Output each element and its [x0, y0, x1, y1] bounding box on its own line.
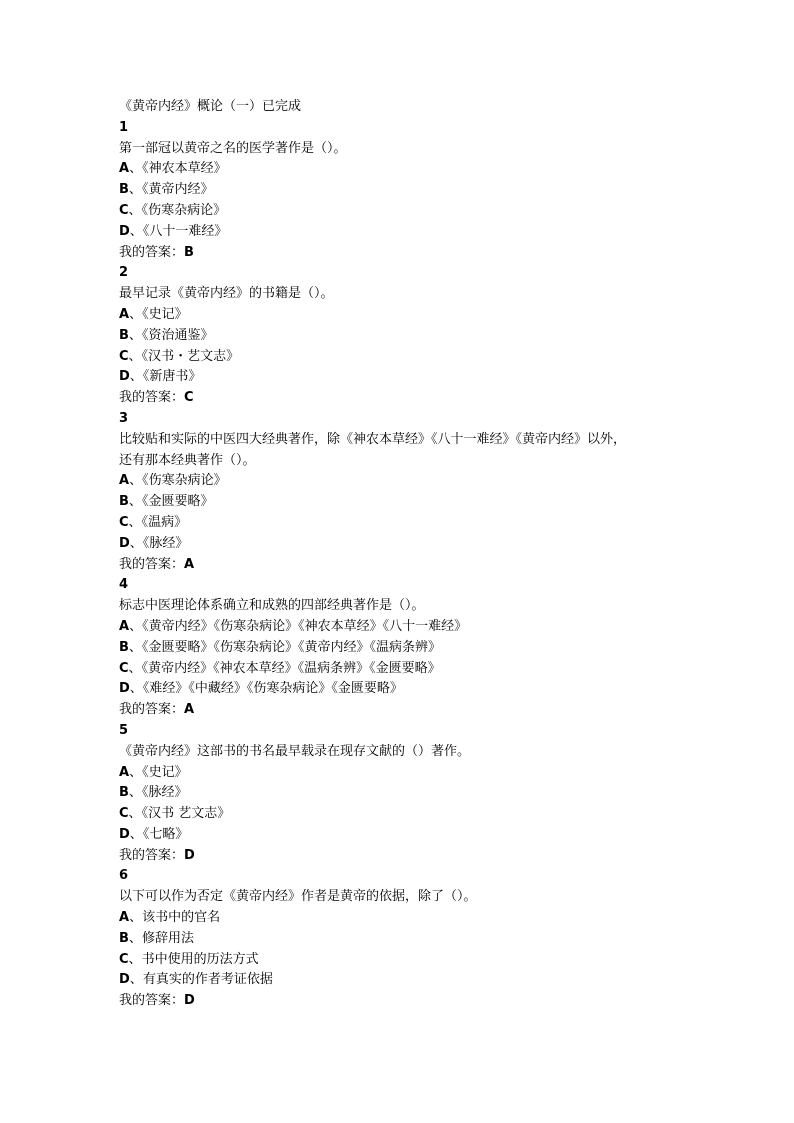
option-text: 《史记》 [142, 306, 188, 322]
option-d [119, 367, 719, 388]
answer-label: 我的答案： [119, 993, 185, 1009]
option-text: 该书中的官名 [142, 910, 221, 926]
option-text: 《八十一难经》 [142, 223, 228, 239]
option-b [119, 326, 719, 347]
option-b [119, 638, 719, 659]
option-label: C [119, 348, 129, 364]
option-text: 修辞用法 [141, 930, 194, 946]
option-b [119, 783, 719, 804]
question-number: 5 [119, 722, 129, 738]
option-label: C [119, 202, 129, 218]
option-separator: 、 [128, 494, 142, 510]
option-text: 《温病》 [141, 514, 188, 530]
option-label: C [119, 806, 129, 822]
option-label: B [119, 930, 129, 946]
answer-value: D [184, 993, 195, 1009]
option-text: 《金匮要略》《伤寒杂病论》《黄帝内经》《温病条辨》 [141, 639, 441, 655]
option-text: 《黄帝内经》《神农本草经》《温病条辨》《金匮要略》 [141, 660, 441, 676]
option-separator: 、 [129, 618, 143, 634]
option-a [119, 908, 719, 929]
question-number: 6 [119, 868, 129, 884]
option-separator: 、 [129, 223, 143, 239]
my-answer [119, 388, 719, 409]
option-label: C [119, 660, 129, 676]
option-a [119, 763, 719, 784]
option-label: D [119, 972, 130, 988]
option-separator: 、 [129, 826, 143, 842]
option-label: D [119, 535, 130, 551]
question-block [119, 721, 719, 867]
question-number: 1 [119, 119, 129, 135]
question-text: 第一部冠以黄帝之名的医学著作是（）。 [119, 140, 347, 156]
option-separator: 、 [129, 369, 143, 385]
option-text: 《汉书 艺文志》 [141, 806, 231, 822]
my-answer [119, 846, 719, 867]
option-label: D [119, 826, 130, 842]
option-label: B [119, 494, 129, 510]
answer-value: B [184, 244, 194, 260]
question-number: 2 [119, 265, 129, 281]
answer-label: 我的答案： [119, 702, 185, 718]
question-text: 以下可以作为否定《黄帝内经》作者是黄帝的依据，除了（）。 [119, 889, 477, 905]
option-text: 《七略》 [142, 826, 189, 842]
option-separator: 、 [129, 161, 143, 177]
option-label: A [119, 161, 130, 177]
option-separator: 、 [129, 764, 143, 780]
option-separator: 、 [128, 639, 142, 655]
option-text: 《汉书・艺文志》 [141, 348, 240, 364]
option-separator: 、 [129, 535, 143, 551]
answer-value: A [184, 702, 195, 718]
question-block [119, 263, 719, 409]
question-text-line-2: 还有那本经典著作（）。 [119, 452, 256, 468]
option-label: D [119, 681, 130, 697]
option-label: A [119, 306, 130, 322]
option-b [119, 492, 719, 513]
option-label: A [119, 910, 130, 926]
option-separator: 、 [129, 910, 143, 926]
option-text: 《资治通鉴》 [141, 327, 214, 343]
option-text: 《黄帝内经》《伤寒杂病论》《神农本草经》《八十一难经》 [142, 618, 468, 634]
option-d [119, 222, 719, 243]
option-separator: 、 [128, 514, 142, 530]
option-d [119, 679, 719, 700]
option-c [119, 513, 719, 534]
option-separator: 、 [128, 327, 142, 343]
my-answer [119, 991, 719, 1012]
option-label: B [119, 182, 129, 198]
option-c [119, 201, 719, 222]
answer-value: A [184, 556, 195, 572]
question-block [119, 575, 719, 721]
option-label: C [119, 514, 129, 530]
option-b [119, 180, 719, 201]
option-d [119, 825, 719, 846]
option-text: 《金匮要略》 [141, 494, 214, 510]
option-separator: 、 [128, 182, 142, 198]
option-text: 《伤寒杂病论》 [141, 202, 227, 218]
answer-value: D [184, 847, 195, 863]
question-text: 《黄帝内经》这部书的书名最早载录在现存文献的（）著作。 [119, 743, 471, 759]
my-answer [119, 555, 719, 576]
option-a [119, 305, 719, 326]
option-label: B [119, 327, 129, 343]
option-separator: 、 [128, 202, 142, 218]
option-separator: 、 [128, 951, 142, 967]
option-label: A [119, 473, 130, 489]
question-block [119, 118, 719, 264]
option-separator: 、 [129, 473, 143, 489]
option-b [119, 929, 719, 950]
question-number: 3 [119, 410, 129, 426]
option-separator: 、 [129, 972, 143, 988]
answer-label: 我的答案： [119, 556, 185, 572]
option-a [119, 471, 719, 492]
option-text: 《难经》《中藏经》《伤寒杂病论》《金匮要略》 [142, 681, 403, 697]
option-label: B [119, 639, 129, 655]
answer-value: C [184, 390, 194, 406]
option-text: 《史记》 [142, 764, 188, 780]
option-separator: 、 [128, 785, 142, 801]
option-c [119, 659, 719, 680]
my-answer [119, 243, 719, 264]
document-title: 《黄帝内经》概论（一）已完成 [119, 99, 302, 114]
option-a [119, 159, 719, 180]
question-block [119, 866, 719, 1012]
option-text: 《新唐书》 [142, 369, 202, 385]
option-a [119, 617, 719, 638]
question-text: 最早记录《黄帝内经》的书籍是（）。 [119, 286, 334, 302]
option-text: 《脉经》 [141, 785, 188, 801]
option-label: B [119, 785, 129, 801]
option-separator: 、 [128, 930, 142, 946]
question-number: 4 [119, 577, 129, 593]
option-label: A [119, 764, 130, 780]
option-label: A [119, 618, 130, 634]
option-text: 书中使用的历法方式 [141, 951, 259, 967]
option-text: 有真实的作者考证依据 [142, 972, 273, 988]
option-text: 《神农本草经》 [142, 161, 227, 177]
option-c [119, 347, 719, 368]
option-label: C [119, 951, 129, 967]
option-text: 《伤寒杂病论》 [142, 473, 227, 489]
question-block [119, 409, 719, 575]
answer-label: 我的答案： [119, 244, 185, 260]
option-separator: 、 [128, 806, 142, 822]
option-separator: 、 [129, 306, 143, 322]
option-c [119, 804, 719, 825]
option-label: D [119, 223, 130, 239]
option-text: 《脉经》 [142, 535, 189, 551]
option-label: D [119, 369, 130, 385]
option-separator: 、 [129, 681, 143, 697]
option-text: 《黄帝内经》 [141, 182, 214, 198]
option-c [119, 950, 719, 971]
option-d [119, 970, 719, 991]
option-separator: 、 [128, 348, 142, 364]
document-page [119, 97, 719, 1012]
option-d [119, 534, 719, 555]
question-text-line-1: 比较贴和实际的中医四大经典著作，除《神农本草经》《八十一难经》《黄帝内经》以外， [119, 431, 627, 447]
answer-label: 我的答案： [119, 390, 185, 406]
question-text: 标志中医理论体系确立和成熟的四部经典著作是（）。 [119, 598, 425, 614]
option-separator: 、 [128, 660, 142, 676]
answer-label: 我的答案： [119, 847, 185, 863]
my-answer [119, 700, 719, 721]
